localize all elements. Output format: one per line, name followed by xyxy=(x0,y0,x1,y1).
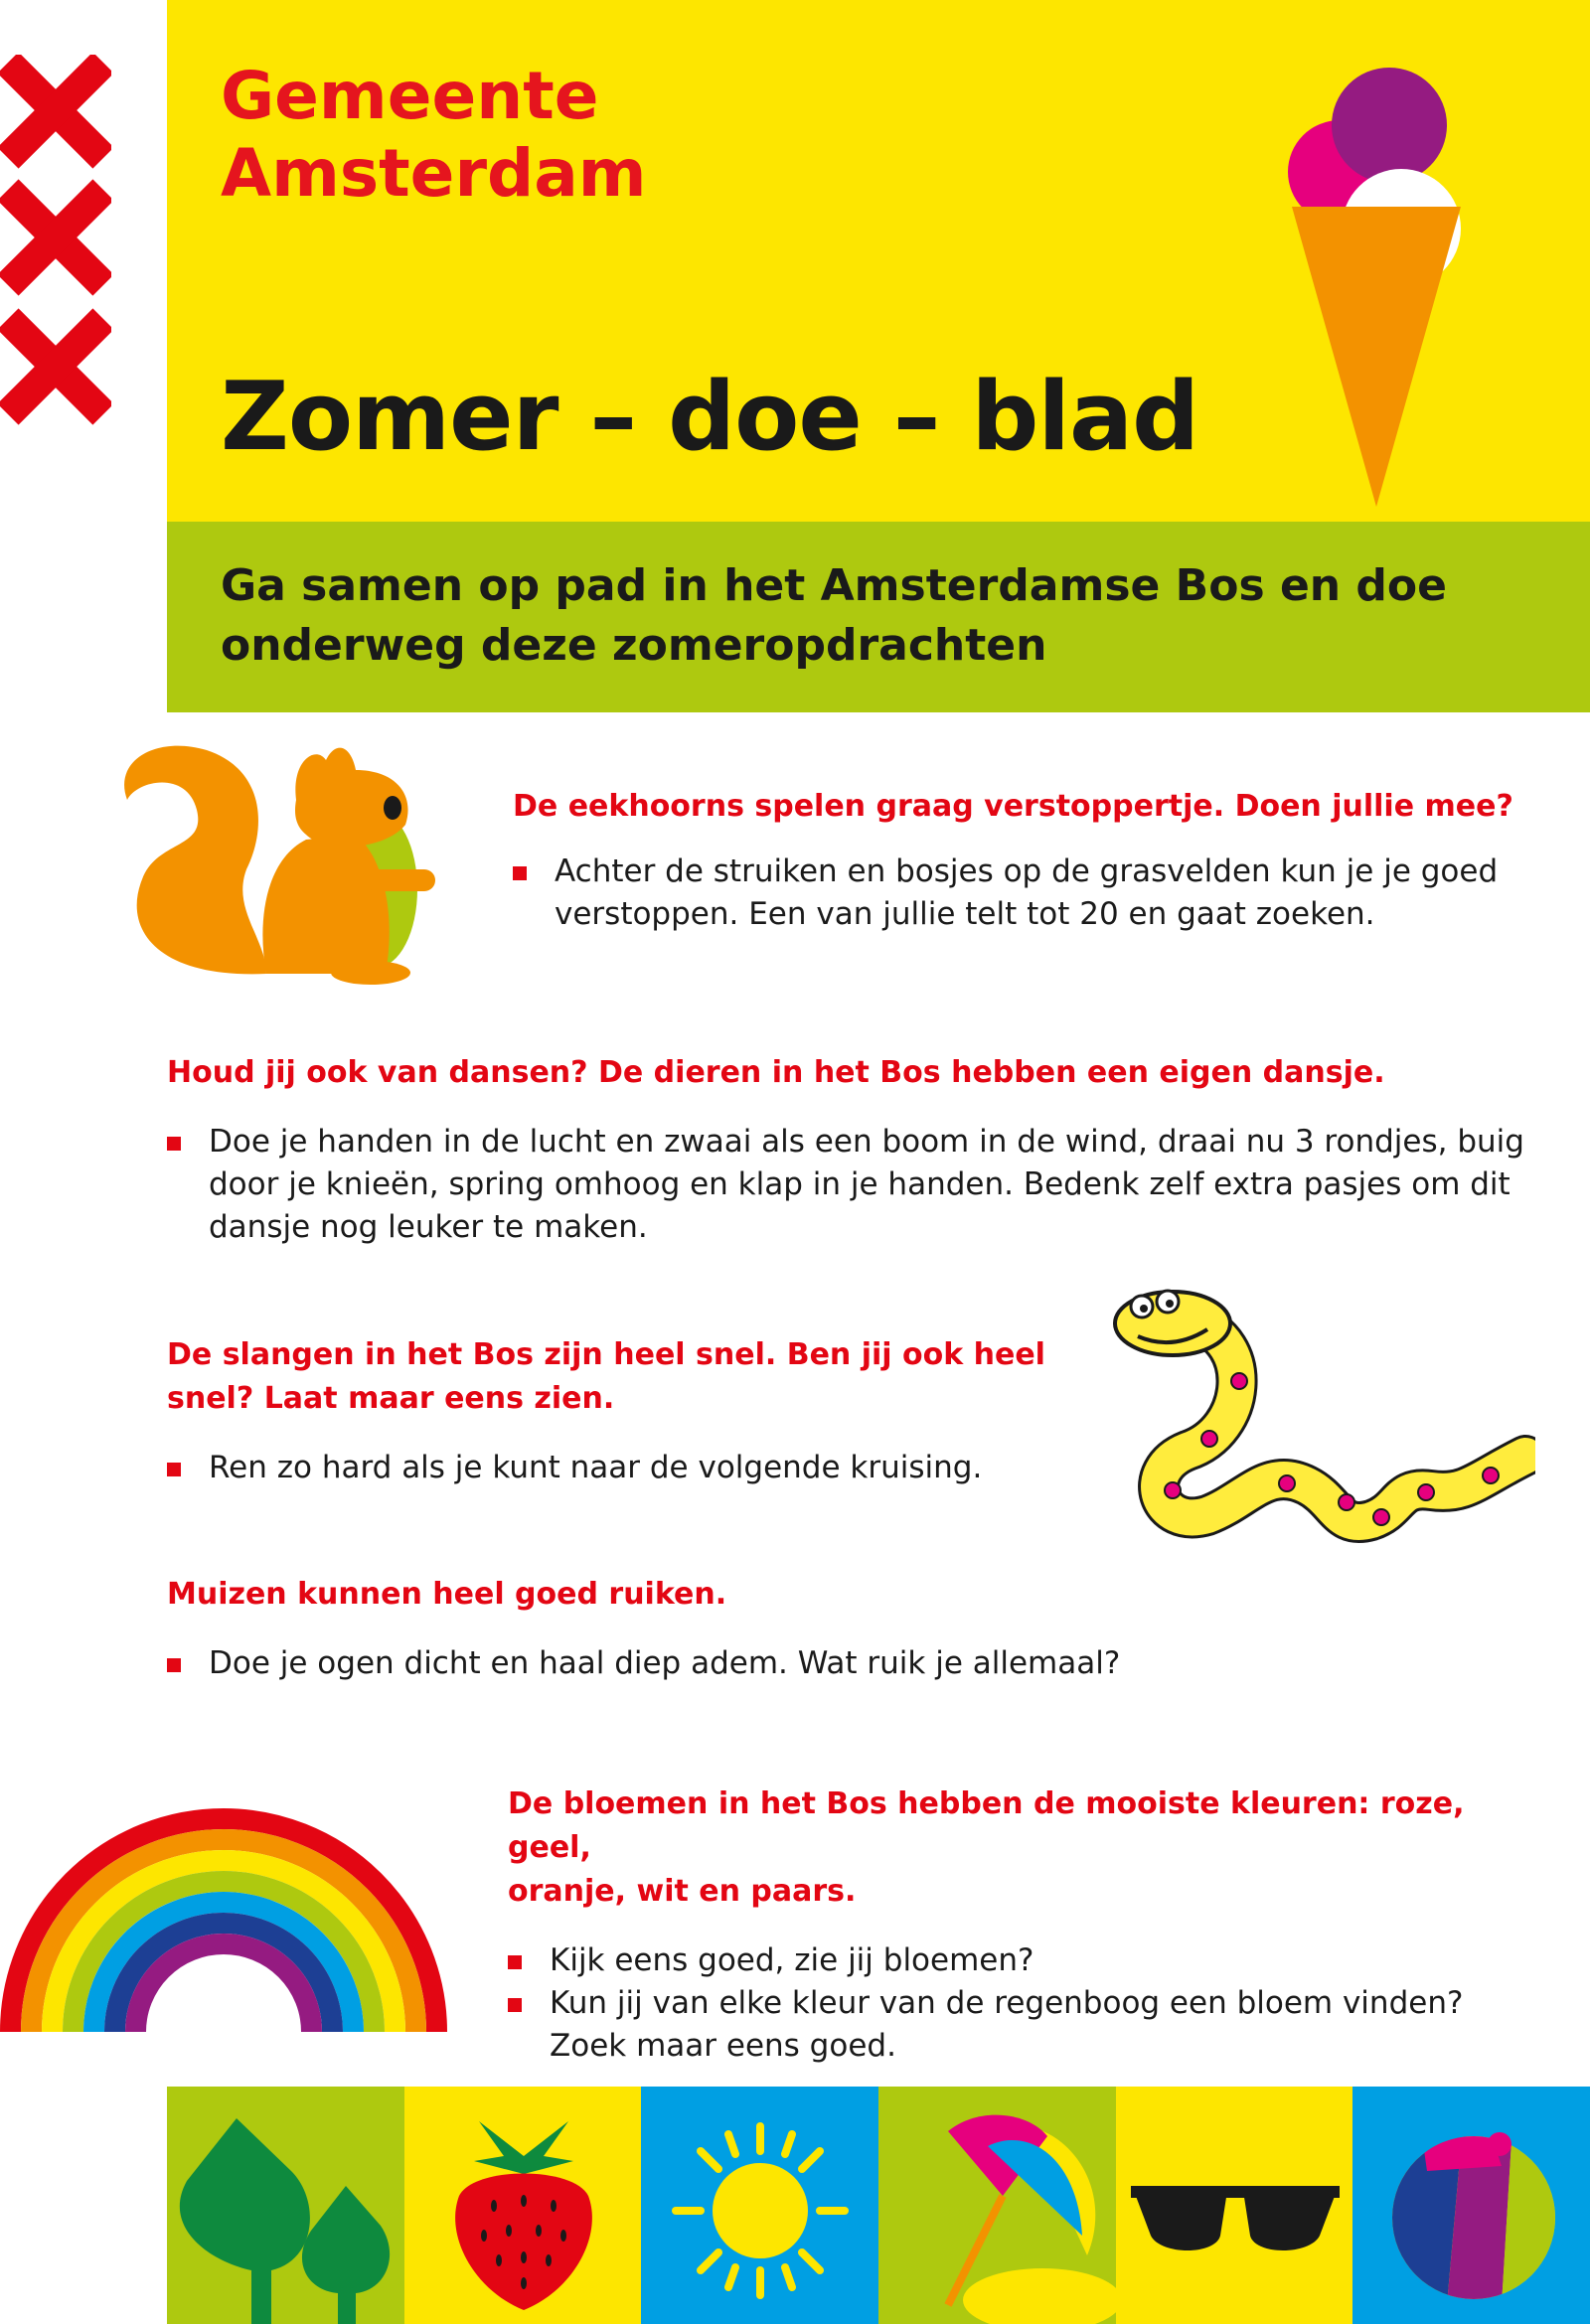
snake-spot xyxy=(1165,1482,1181,1498)
list-item xyxy=(513,851,1546,936)
bullet-marker xyxy=(167,1658,181,1672)
snake-spot xyxy=(1483,1468,1499,1483)
bullet-marker xyxy=(167,1463,181,1476)
squirrel-icon xyxy=(117,740,455,989)
section-heading xyxy=(508,1782,1551,1914)
list-item xyxy=(167,1447,1061,1489)
squirrel-tail xyxy=(124,746,266,975)
strawberry-seed xyxy=(496,2254,502,2266)
bullet-list xyxy=(513,851,1546,936)
bullet-list xyxy=(167,1447,1061,1489)
squirrel-arm xyxy=(366,869,435,891)
snake-spot xyxy=(1339,1494,1354,1510)
bullet-text-line: Doe je handen in de lucht en zwaai als een boom in de wind, draai nu 3 rondjes, buig xyxy=(209,1124,1524,1160)
snake-spot xyxy=(1231,1373,1247,1389)
ice-cream-scoop-purple xyxy=(1332,68,1447,183)
snake-spot xyxy=(1279,1475,1295,1491)
page-subtitle xyxy=(221,556,1463,676)
org-line-2: Amsterdam xyxy=(221,135,647,212)
strawberry-seed xyxy=(521,2251,527,2263)
section-heading: Muizen kunnen heel goed ruiken. xyxy=(167,1577,727,1612)
section-flowers xyxy=(508,1782,1551,2068)
strawberry-seed xyxy=(491,2200,497,2212)
ball-segment-green xyxy=(1502,2141,1561,2305)
strawberry-seed xyxy=(546,2254,552,2266)
bullet-text-line: Achter de struiken en bosjes op de grasvelden kun je je goed xyxy=(555,853,1499,889)
section-dancing xyxy=(167,1051,1538,1249)
bullet-list xyxy=(508,1939,1551,2068)
bullet-text-line: verstoppen. Een van jullie telt tot 20 en gaat zoeken. xyxy=(555,896,1375,932)
squirrel-body xyxy=(262,835,389,974)
bullet-marker xyxy=(508,1998,522,2012)
section-squirrels xyxy=(513,785,1546,936)
sunglasses-icon xyxy=(1116,2087,1353,2324)
heading-line: De slangen in het Bos zijn heel snel. Ben jij ook heel xyxy=(167,1337,1045,1372)
summer-icon-strip xyxy=(167,2087,1590,2324)
bullet-text-line: Doe je ogen dicht en haal diep adem. Wat ruik je allemaal? xyxy=(209,1645,1121,1681)
strawberry-seed xyxy=(506,2225,512,2237)
strawberry-seed xyxy=(521,2195,527,2207)
beach-ball-icon xyxy=(1352,2087,1590,2324)
sun-ray xyxy=(802,2151,820,2169)
tile-beach-umbrella xyxy=(878,2087,1116,2324)
heading-line: De bloemen in het Bos hebben de mooiste kleuren: roze, geel, xyxy=(508,1786,1465,1865)
subtitle-line-1: Ga samen op pad in het Amsterdamse Bos en doe xyxy=(221,560,1447,611)
snake-spot xyxy=(1373,1509,1389,1525)
bullet-text-line: Kun jij van elke kleur van de regenboog een bloem vinden? xyxy=(550,1985,1464,2021)
squirrel-eye xyxy=(384,796,401,820)
bullet-text-line: Ren zo hard als je kunt naar de volgende kruising. xyxy=(209,1450,983,1485)
snake-spot xyxy=(1201,1431,1217,1447)
bullet-text-line: Kijk eens goed, zie jij bloemen? xyxy=(550,1942,1034,1978)
rainbow-icon xyxy=(0,1790,447,2034)
sun-ray xyxy=(785,2134,792,2154)
bullet-marker xyxy=(508,1955,522,1969)
page-title: Zomer – doe – blad xyxy=(221,363,1199,472)
bullet-list xyxy=(167,1642,1359,1685)
heading-line: snel? Laat maar eens zien. xyxy=(167,1381,615,1416)
strawberry-body xyxy=(455,2174,592,2311)
sunglasses-lens-left xyxy=(1134,2191,1227,2250)
heading-line: oranje, wit en paars. xyxy=(508,1874,857,1909)
tile-strawberry xyxy=(404,2087,642,2324)
section-heading: Houd jij ook van dansen? De dieren in het Bos hebben een eigen dansje. xyxy=(167,1055,1385,1090)
tile-beach-ball xyxy=(1352,2087,1590,2324)
snake-pupil-left xyxy=(1140,1305,1148,1313)
list-item xyxy=(508,1982,1551,2068)
organization-name xyxy=(221,58,647,213)
strawberry-seed xyxy=(560,2230,566,2242)
strawberry-seed xyxy=(551,2200,556,2212)
strawberry-seed xyxy=(481,2230,487,2242)
rainbow-band-violet xyxy=(136,1944,312,2033)
beach-umbrella-icon xyxy=(878,2087,1116,2324)
ice-cream-icon xyxy=(1282,68,1476,515)
list-item xyxy=(167,1642,1359,1685)
list-item xyxy=(167,1121,1538,1249)
squirrel-foot xyxy=(331,961,410,985)
snake-icon xyxy=(1098,1282,1535,1570)
sunglasses-lens-right xyxy=(1243,2191,1337,2250)
strawberry-leaves xyxy=(474,2121,573,2174)
bullet-marker xyxy=(167,1137,181,1151)
sun-ray xyxy=(728,2267,735,2287)
section-snakes xyxy=(167,1333,1061,1489)
sun-ray xyxy=(701,2252,718,2270)
section-mice xyxy=(167,1573,1359,1685)
section-heading xyxy=(167,1333,1061,1421)
subtitle-line-2: onderweg deze zomeropdrachten xyxy=(221,620,1047,671)
bullet-text-line: door je knieën, spring omhoog en klap in je handen. Bedenk zelf extra pasjes om dit xyxy=(209,1166,1510,1202)
org-line-1: Gemeente xyxy=(221,58,599,134)
strawberry-icon xyxy=(404,2087,642,2324)
snake-pupil-right xyxy=(1166,1300,1174,1308)
sun-ray xyxy=(701,2151,718,2169)
strawberry-seed xyxy=(536,2225,542,2237)
bullet-text-line: dansje nog leuker te maken. xyxy=(209,1209,648,1245)
strawberry-seed xyxy=(521,2277,527,2289)
sun-ray xyxy=(785,2267,792,2287)
tile-sun xyxy=(641,2087,878,2324)
sun-icon xyxy=(641,2087,878,2324)
beach-sand xyxy=(963,2268,1116,2324)
list-item xyxy=(508,1939,1551,1982)
sun-ray xyxy=(728,2134,735,2154)
tree-large xyxy=(180,2118,310,2324)
bullet-list xyxy=(167,1121,1538,1249)
snake-spot xyxy=(1418,1484,1434,1500)
bullet-text-line: Zoek maar eens goed. xyxy=(550,2028,896,2064)
tree-icon xyxy=(167,2087,404,2324)
ball-cap xyxy=(1488,2132,1511,2156)
ice-cream-cone xyxy=(1292,207,1461,507)
tile-sunglasses xyxy=(1116,2087,1353,2324)
tree-small xyxy=(302,2186,390,2324)
sun-disc xyxy=(713,2163,808,2258)
bullet-marker xyxy=(513,866,527,880)
amsterdam-xxx-logo xyxy=(0,55,111,432)
sun-ray xyxy=(802,2252,820,2270)
section-heading: De eekhoorns spelen graag verstoppertje. Doen jullie mee? xyxy=(513,789,1513,824)
tile-trees xyxy=(167,2087,404,2324)
